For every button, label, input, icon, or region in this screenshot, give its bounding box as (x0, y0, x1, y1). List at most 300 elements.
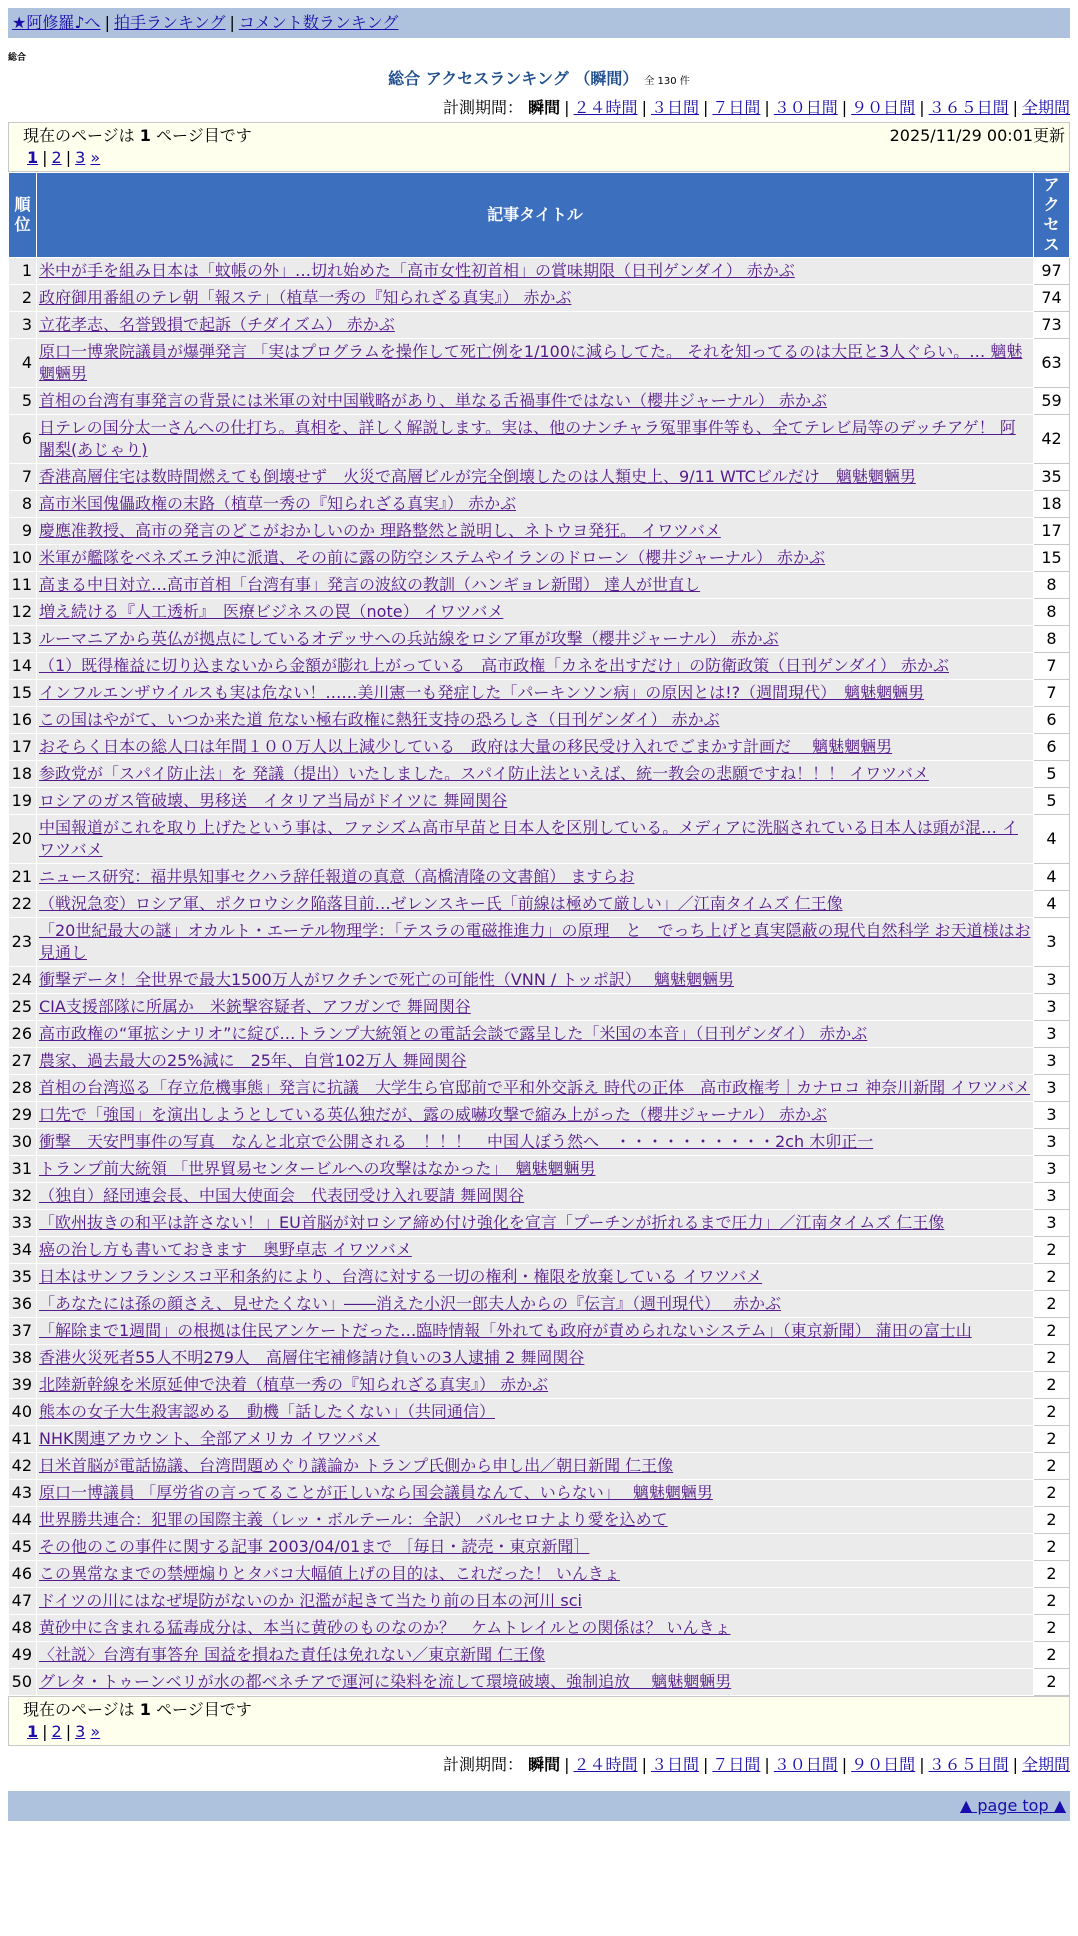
access-count-cell: 3 (1034, 967, 1070, 994)
access-count-cell: 35 (1034, 464, 1070, 491)
article-link[interactable]: CIA支援部隊に所属か 米銃撃容疑者、アフガンで 舞岡関谷 (39, 997, 471, 1016)
title-cell (37, 1021, 1034, 1048)
period-selector (8, 95, 1070, 118)
table-row (9, 464, 1070, 491)
article-link[interactable]: その他のこの事件に関する記事 2003/04/01まで ［毎日・読売・東京新聞］ (39, 1537, 590, 1556)
table-row (9, 1318, 1070, 1345)
rank-cell: 5 (9, 388, 37, 415)
period-separator: | (1012, 1755, 1018, 1774)
article-link[interactable]: （戦況急変）ロシア軍、ポクロウシク陥落目前…ゼレンスキー氏「前線は極めて厳しい」／江南タイムズ 仁王像 (39, 894, 843, 913)
title-cell (37, 415, 1034, 464)
title-cell (37, 1075, 1034, 1102)
period-separator: | (641, 98, 647, 117)
table-row (9, 1264, 1070, 1291)
pager-page-link[interactable]: 3 (75, 148, 86, 167)
access-count-cell: 2 (1034, 1291, 1070, 1318)
table-row (9, 1588, 1070, 1615)
rank-cell: 39 (9, 1372, 37, 1399)
table-row (9, 1156, 1070, 1183)
table-row (9, 1453, 1070, 1480)
access-count-cell: 63 (1034, 339, 1070, 388)
title-cell (37, 339, 1034, 388)
article-link[interactable]: ニュース研究：福井県知事セクハラ辞任報道の真意（高橋清隆の文書館） ますらお (39, 867, 635, 886)
pager-bottom (23, 1721, 1065, 1743)
table-row (9, 1534, 1070, 1561)
updated-timestamp: 2025/11/29 00:01更新 (889, 126, 1065, 145)
period-separator: | (702, 1755, 709, 1774)
rank-cell: 16 (9, 707, 37, 734)
access-count-cell: 3 (1034, 1102, 1070, 1129)
article-link[interactable]: 政府御用番組のテレ朝「報ステ」（植草一秀の『知られざる真実』） 赤かぶ (39, 288, 572, 307)
pager-separator: | (42, 148, 48, 167)
table-row (9, 788, 1070, 815)
article-link[interactable]: 「欧州抜きの和平は許さない！」EU首脳が対ロシア締め付け強化を宣言「プーチンが折れるまで圧力」／江南タイムズ 仁王像 (39, 1213, 945, 1232)
article-link[interactable]: 高市米国傀儡政権の末路（植草一秀の『知られざる真実』） 赤かぶ (39, 494, 517, 513)
table-row (9, 680, 1070, 707)
period-option[interactable]: 全期間 (1021, 98, 1070, 117)
table-row (9, 1237, 1070, 1264)
access-count-cell: 7 (1034, 680, 1070, 707)
table-row (9, 1507, 1070, 1534)
rank-cell: 23 (9, 918, 37, 967)
article-link[interactable]: 熊本の女子大生殺害認める 動機「話したくない」（共同通信） (39, 1402, 496, 1421)
pager-page-link[interactable]: 2 (51, 148, 62, 167)
article-link[interactable]: 原口一博衆院議員が爆弾発言 「実はプログラムを操作して死亡例を1/100に減らしてた。 それを知ってるのは大臣と3人ぐらい。… 魑魅魍魎男 (39, 342, 1023, 383)
access-count-cell: 3 (1034, 1183, 1070, 1210)
ranking-count: 全 130 件 (644, 76, 690, 87)
title-cell (37, 1534, 1034, 1561)
access-count-cell: 8 (1034, 599, 1070, 626)
access-count-cell: 2 (1034, 1642, 1070, 1669)
pager-next-link[interactable]: » (90, 148, 101, 167)
table-row (9, 1399, 1070, 1426)
rank-cell: 7 (9, 464, 37, 491)
article-link[interactable]: 立花孝志、名誉毀損で起訴（チダイズム） 赤かぶ (39, 315, 395, 334)
article-link[interactable]: 増え続ける『人工透析』 医療ビジネスの罠（note） イワツバメ (39, 602, 504, 621)
rank-cell: 38 (9, 1345, 37, 1372)
period-option-bottom[interactable]: ２４時間 (573, 1755, 638, 1774)
access-count-cell: 4 (1034, 815, 1070, 864)
access-count-cell: 3 (1034, 1048, 1070, 1075)
article-link[interactable]: 「20世紀最大の謎」オカルト・エーテル物理学：「テスラの電磁推進力」の原理 と でっち上げと真実隠蔽の現代自然科学 お天道様はお見通し (39, 921, 1031, 962)
period-separator: | (919, 1755, 925, 1774)
article-link[interactable]: 北陸新幹線を米原延伸で決着（植草一秀の『知られざる真実』） 赤かぶ (39, 1375, 549, 1394)
access-count-cell: 4 (1034, 864, 1070, 891)
article-link[interactable]: グレタ・トゥーンベリが水の都ベネチアで運河に染料を流して環境破壊、強制追放 魑魅魍魎男 (39, 1672, 732, 1691)
table-row (9, 891, 1070, 918)
article-link[interactable]: 香港高層住宅は数時間燃えても倒壊せず 火災で高層ビルが完全倒壊したのは人類史上、9/11 WTCビルだけ 魑魅魍魎男 (39, 467, 916, 486)
article-link[interactable]: 衝撃 天安門事件の写真 なんと北京で公開される ！！！ 中国人ぼう然へ ・・・・・・・・・・2ch 木卯正一 (39, 1132, 874, 1151)
article-link[interactable]: 原口一博議員 「厚労省の言ってることが正しいなら国会議員なんて、いらない」 魑魅魍魎男 (39, 1483, 713, 1502)
rank-cell: 15 (9, 680, 37, 707)
title-cell (37, 1399, 1034, 1426)
title-cell (37, 599, 1034, 626)
table-row (9, 707, 1070, 734)
footer-bar (8, 1791, 1070, 1821)
title-cell (37, 1372, 1034, 1399)
pager-page-link-bottom[interactable]: 3 (75, 1722, 86, 1741)
period-separator: | (764, 1755, 770, 1774)
period-option[interactable]: ３６５日間 (928, 98, 1009, 117)
access-count-cell: 2 (1034, 1561, 1070, 1588)
title-cell (37, 1615, 1034, 1642)
rank-cell: 40 (9, 1399, 37, 1426)
period-label: 計測期間： (443, 98, 524, 117)
period-current: 瞬間 (528, 98, 561, 117)
title-cell (37, 1561, 1034, 1588)
section-label: 総合 (8, 53, 27, 63)
title-cell (37, 312, 1034, 339)
table-row (9, 545, 1070, 572)
rank-cell: 35 (9, 1264, 37, 1291)
access-count-cell: 3 (1034, 1129, 1070, 1156)
title-cell (37, 1102, 1034, 1129)
table-row (9, 388, 1070, 415)
rank-cell: 11 (9, 572, 37, 599)
access-count-cell: 8 (1034, 626, 1070, 653)
access-count-cell: 3 (1034, 1156, 1070, 1183)
table-row (9, 734, 1070, 761)
table-row (9, 339, 1070, 388)
pager-page-link-bottom[interactable]: 2 (51, 1722, 62, 1741)
article-link[interactable]: 米中が手を組み日本は「蚊帳の外」…切れ始めた「高市女性初首相」の賞味期限（日刊ゲンダイ） 赤かぶ (39, 261, 795, 280)
access-count-cell: 73 (1034, 312, 1070, 339)
article-link[interactable]: 衝撃データ！全世界で最大1500万人がワクチンで死亡の可能性（VNN / トッポ訳） 魑魅魍魎男 (39, 970, 734, 989)
table-row (9, 1291, 1070, 1318)
access-count-cell: 3 (1034, 994, 1070, 1021)
page-info-box (8, 122, 1070, 172)
article-link[interactable]: 日テレの国分太一さんへの仕打ち。真相を、詳しく解説します。実は、他のナンチャラ冤罪事件等も、全てテレビ局等のデッチアゲ！ 阿闍梨(あじゃり) (39, 418, 1016, 459)
nav-separator: | (104, 13, 110, 32)
rank-header: 順位 (9, 173, 37, 258)
rank-cell: 20 (9, 815, 37, 864)
access-count-cell: 2 (1034, 1480, 1070, 1507)
article-link[interactable]: 参政党が「スパイ防止法」を 発議（提出）いたしました。スパイ防止法といえば、統一教会の悲願ですね！！！ イワツバメ (39, 764, 929, 783)
article-link[interactable]: 首相の台湾巡る「存立危機事態」発言に抗議 大学生ら官邸前で平和外交訴え 時代の正体 高市政権考｜カナロコ 神奈川新聞 イワツバメ (39, 1078, 1030, 1097)
access-count-cell: 4 (1034, 891, 1070, 918)
ranking-title: 総合 アクセスランキング （瞬間） (388, 69, 639, 88)
article-link[interactable]: 高市政権の“軍拡シナリオ”に綻び…トランプ大統領との電話会談で露呈した「米国の本音」（日刊ゲンダイ） 赤かぶ (39, 1024, 868, 1043)
rank-cell: 27 (9, 1048, 37, 1075)
access-count-cell: 2 (1034, 1426, 1070, 1453)
access-count-cell: 74 (1034, 285, 1070, 312)
article-link[interactable]: 米軍が艦隊をベネズエラ沖に派遣、その前に露の防空システムやイランのドローン（櫻井ジャーナル） 赤かぶ (39, 548, 826, 567)
title-cell (37, 1129, 1034, 1156)
article-link[interactable]: 日米首脳が電話協議、台湾問題めぐり議論か トランプ氏側から申し出／朝日新聞 仁王像 (39, 1456, 674, 1475)
rank-cell: 9 (9, 518, 37, 545)
rank-cell: 12 (9, 599, 37, 626)
article-link[interactable]: 慶應准教授、高市の発言のどこがおかしいのか 理路整然と説明し、ネトウヨ発狂。 イワツバメ (39, 521, 721, 540)
top-nav-bar (8, 8, 1070, 38)
access-count-cell: 3 (1034, 918, 1070, 967)
period-option-bottom[interactable]: ９０日間 (851, 1755, 916, 1774)
title-cell (37, 1588, 1034, 1615)
period-separator: | (702, 98, 709, 117)
table-row (9, 491, 1070, 518)
table-row (9, 1075, 1070, 1102)
pager-page-link[interactable]: 1 (27, 148, 39, 167)
access-count-cell: 2 (1034, 1534, 1070, 1561)
table-row (9, 312, 1070, 339)
table-row (9, 1021, 1070, 1048)
article-link[interactable]: 農家、過去最大の25%減に 25年、自営102万人 舞岡関谷 (39, 1051, 467, 1070)
period-separator: | (764, 98, 770, 117)
article-link[interactable]: 首相の台湾有事発言の背景には米軍の対中国戦略があり、単なる舌禍事件ではない（櫻井ジャーナル） 赤かぶ (39, 391, 827, 410)
table-row (9, 918, 1070, 967)
table-row (9, 864, 1070, 891)
article-link[interactable]: おそらく日本の総人口は年間１００万人以上減少している 政府は大量の移民受け入れでごまかす計画だ 魑魅魍魎男 (39, 737, 893, 756)
title-cell (37, 1048, 1034, 1075)
pager-separator: | (65, 1722, 72, 1741)
article-link[interactable]: 日本はサンフランシスコ平和条約により、台湾に対する一切の権利・権限を放棄している イワツバメ (39, 1267, 763, 1286)
table-row (9, 1561, 1070, 1588)
period-separator: | (564, 98, 570, 117)
article-link[interactable]: 〈社説〉台湾有事答弁 国益を損ねた責任は免れない／東京新聞 仁王像 (39, 1645, 546, 1664)
title-cell (37, 518, 1034, 545)
article-link[interactable]: 中国報道がこれを取り上げたという事は、ファシズム高市早苗と日本人を区別している。メディアに洗脳されている日本人は頭が混… イワツバメ (39, 818, 1019, 859)
pager-current-page (27, 148, 38, 167)
article-link[interactable]: 世界勝共連合：犯罪の国際主義（レッ・ボルテール：全訳） バルセロナより愛を込めて (39, 1510, 668, 1529)
rank-cell: 47 (9, 1588, 37, 1615)
rank-cell: 50 (9, 1669, 37, 1696)
table-row (9, 994, 1070, 1021)
article-link[interactable]: 「解除まで1週間」の根拠は住民アンケートだった…臨時情報「外れても政府が責められないシステム」（東京新聞） 蒲田の富士山 (39, 1321, 972, 1340)
pager (23, 147, 1065, 169)
rank-cell: 36 (9, 1291, 37, 1318)
article-link[interactable]: 香港火災死者55人不明279人 高層住宅補修請け負いの3人逮捕 2 舞岡関谷 (39, 1348, 585, 1367)
title-cell (37, 891, 1034, 918)
rank-cell: 6 (9, 415, 37, 464)
rank-cell: 17 (9, 734, 37, 761)
article-link[interactable]: 「あなたには孫の顔さえ、見せたくない」――消えた小沢一郎夫人からの『伝言』（週刊現代） 赤かぶ (39, 1294, 782, 1313)
period-option-bottom[interactable]: ７日間 (712, 1755, 761, 1774)
article-link[interactable]: （1）既得権益に切り込まないから金額が膨れ上がっている 高市政権「カネを出すだけ」の防衛政策（日刊ゲンダイ） 赤かぶ (39, 656, 949, 675)
rank-cell: 41 (9, 1426, 37, 1453)
rank-cell: 37 (9, 1318, 37, 1345)
clap-ranking-link[interactable]: 拍手ランキング (113, 13, 226, 32)
article-link[interactable]: 高まる中日対立…高市首相「台湾有事」発言の波紋の教訓（ハンギョレ新聞） 達人が世直し (39, 575, 701, 594)
table-row (9, 1048, 1070, 1075)
access-count-cell: 59 (1034, 388, 1070, 415)
rank-cell: 33 (9, 1210, 37, 1237)
access-count-cell: 8 (1034, 572, 1070, 599)
pager-page-link-bottom[interactable]: 1 (27, 1722, 39, 1741)
period-option[interactable]: ２４時間 (573, 98, 638, 117)
access-count-cell: 7 (1034, 653, 1070, 680)
access-count-cell: 97 (1034, 258, 1070, 285)
pager-next-link-bottom[interactable]: » (90, 1722, 101, 1741)
table-row (9, 1210, 1070, 1237)
ranking-title-row (8, 66, 1070, 89)
title-cell (37, 680, 1034, 707)
title-cell (37, 388, 1034, 415)
title-cell (37, 1345, 1034, 1372)
period-separator: | (919, 98, 925, 117)
article-link[interactable]: トランプ前大統領 「世界貿易センタービルへの攻撃はなかった」 魑魅魍魎男 (39, 1159, 596, 1178)
table-row (9, 1669, 1070, 1696)
title-cell (37, 1156, 1034, 1183)
table-row (9, 761, 1070, 788)
rank-cell: 10 (9, 545, 37, 572)
table-row (9, 415, 1070, 464)
access-count-cell: 2 (1034, 1318, 1070, 1345)
period-option[interactable]: ３日間 (650, 98, 699, 117)
current-page-text-bottom: 現在のページは 1 ページ目です (23, 1700, 252, 1719)
period-separator: | (841, 98, 848, 117)
title-cell (37, 285, 1034, 312)
title-cell (37, 1237, 1034, 1264)
article-link[interactable]: （独自）経団連会長、中国大使面会 代表団受け入れ要請 舞岡関谷 (39, 1186, 525, 1205)
pager-separator: | (65, 148, 72, 167)
rank-cell: 3 (9, 312, 37, 339)
home-link[interactable]: ★阿修羅♪へ (12, 13, 101, 32)
table-row (9, 1642, 1070, 1669)
article-link[interactable]: インフルエンザウイルスも実は危ない！……美川憲一も発症した「パーキンソン病」の原因とは!?（週間現代） 魑魅魍魎男 (39, 683, 925, 702)
ranking-table (8, 172, 1070, 1696)
rank-cell: 46 (9, 1561, 37, 1588)
title-cell (37, 545, 1034, 572)
table-row (9, 599, 1070, 626)
access-count-cell: 17 (1034, 518, 1070, 545)
table-row (9, 626, 1070, 653)
table-row (9, 815, 1070, 864)
rank-cell: 29 (9, 1102, 37, 1129)
rank-cell: 32 (9, 1183, 37, 1210)
page-info-box-bottom (8, 1696, 1070, 1746)
title-cell (37, 1264, 1034, 1291)
title-cell (37, 967, 1034, 994)
rank-cell: 28 (9, 1075, 37, 1102)
period-label: 計測期間： (443, 1755, 524, 1774)
access-count-cell: 2 (1034, 1669, 1070, 1696)
period-selector-bottom (8, 1752, 1070, 1775)
title-cell (37, 864, 1034, 891)
current-page-text: 現在のページは 1 ページ目です (23, 126, 252, 145)
table-row (9, 1183, 1070, 1210)
article-link[interactable]: NHK関連アカウント、全部アメリカ イワツバメ (39, 1429, 380, 1448)
period-option-bottom[interactable]: ３０日間 (773, 1755, 838, 1774)
title-cell (37, 653, 1034, 680)
title-cell (37, 1453, 1034, 1480)
period-option-bottom[interactable]: 全期間 (1021, 1755, 1070, 1774)
rank-cell: 8 (9, 491, 37, 518)
access-count-cell: 2 (1034, 1237, 1070, 1264)
pager-current-page-bottom (27, 1722, 38, 1741)
title-cell (37, 815, 1034, 864)
access-count-cell: 2 (1034, 1372, 1070, 1399)
access-header: アクセス (1034, 173, 1070, 258)
article-link[interactable]: この異常なまでの禁煙煽りとタバコ大幅値上げの目的は、これだった！ いんきょ (39, 1564, 620, 1583)
access-count-cell: 5 (1034, 761, 1070, 788)
article-link[interactable]: ロシアのガス管破壊、男移送 イタリア当局がドイツに 舞岡関谷 (39, 791, 508, 810)
period-option[interactable]: ７日間 (712, 98, 761, 117)
title-cell (37, 626, 1034, 653)
title-header: 記事タイトル (37, 173, 1034, 258)
table-row (9, 653, 1070, 680)
access-count-cell: 2 (1034, 1264, 1070, 1291)
rank-cell: 34 (9, 1237, 37, 1264)
rank-cell: 43 (9, 1480, 37, 1507)
table-row (9, 1345, 1070, 1372)
pager-separator: | (42, 1722, 48, 1741)
article-link[interactable]: 癌の治し方も書いておきます 奥野卓志 イワツバメ (39, 1240, 412, 1259)
nav-separator: | (229, 13, 235, 32)
rank-cell: 13 (9, 626, 37, 653)
period-separator: | (564, 1755, 570, 1774)
article-link[interactable]: ルーマニアから英仏が拠点にしているオデッサへの兵站線をロシア軍が攻撃（櫻井ジャーナル） 赤かぶ (39, 629, 779, 648)
rank-cell: 30 (9, 1129, 37, 1156)
access-count-cell: 3 (1034, 1075, 1070, 1102)
table-row (9, 572, 1070, 599)
period-separator: | (1012, 98, 1018, 117)
access-count-cell: 3 (1034, 1210, 1070, 1237)
title-cell (37, 1426, 1034, 1453)
period-option-bottom[interactable]: ３日間 (650, 1755, 699, 1774)
title-cell (37, 1669, 1034, 1696)
period-option[interactable]: ３０日間 (773, 98, 838, 117)
title-cell (37, 1210, 1034, 1237)
table-row (9, 1129, 1070, 1156)
rank-cell: 22 (9, 891, 37, 918)
title-cell (37, 788, 1034, 815)
comment-ranking-link[interactable]: コメント数ランキング (238, 13, 399, 32)
period-option[interactable]: ９０日間 (851, 98, 916, 117)
table-row (9, 1615, 1070, 1642)
access-count-cell: 2 (1034, 1399, 1070, 1426)
period-current-bottom: 瞬間 (528, 1755, 561, 1774)
title-cell (37, 1291, 1034, 1318)
rank-cell: 44 (9, 1507, 37, 1534)
rank-cell: 25 (9, 994, 37, 1021)
rank-cell: 49 (9, 1642, 37, 1669)
rank-cell: 19 (9, 788, 37, 815)
article-link[interactable]: ドイツの川にはなぜ堤防がないのか 氾濫が起きて当たり前の日本の河川 sci (39, 1591, 582, 1610)
access-count-cell: 15 (1034, 545, 1070, 572)
title-cell (37, 1507, 1034, 1534)
rank-cell: 4 (9, 339, 37, 388)
period-option-bottom[interactable]: ３６５日間 (928, 1755, 1009, 1774)
access-count-cell: 2 (1034, 1453, 1070, 1480)
table-row (9, 1372, 1070, 1399)
page-top-link[interactable]: ▲ page top ▲ (959, 1796, 1066, 1815)
access-count-cell: 2 (1034, 1588, 1070, 1615)
article-link[interactable]: この国はやがて、いつか来た道 危ない極右政権に熱狂支持の恐ろしさ（日刊ゲンダイ） 赤かぶ (39, 710, 720, 729)
rank-cell: 1 (9, 258, 37, 285)
table-row (9, 1102, 1070, 1129)
title-cell (37, 491, 1034, 518)
title-cell (37, 761, 1034, 788)
title-cell (37, 734, 1034, 761)
rank-cell: 14 (9, 653, 37, 680)
table-row (9, 285, 1070, 312)
period-separator: | (841, 1755, 848, 1774)
rank-cell: 26 (9, 1021, 37, 1048)
title-cell (37, 464, 1034, 491)
title-cell (37, 258, 1034, 285)
article-link[interactable]: 黄砂中に含まれる猛毒成分は、本当に黄砂のものなのか？ ケムトレイルとの関係は？ いんきょ (39, 1618, 731, 1637)
access-count-cell: 2 (1034, 1615, 1070, 1642)
rank-cell: 18 (9, 761, 37, 788)
rank-cell: 31 (9, 1156, 37, 1183)
article-link[interactable]: 口先で「強国」を演出しようとしている英仏独だが、露の威嚇攻撃で縮み上がった（櫻井ジャーナル） 赤かぶ (39, 1105, 827, 1124)
table-row (9, 1426, 1070, 1453)
access-count-cell: 18 (1034, 491, 1070, 518)
table-row (9, 518, 1070, 545)
title-cell (37, 707, 1034, 734)
access-count-cell: 5 (1034, 788, 1070, 815)
rank-cell: 24 (9, 967, 37, 994)
title-cell (37, 994, 1034, 1021)
